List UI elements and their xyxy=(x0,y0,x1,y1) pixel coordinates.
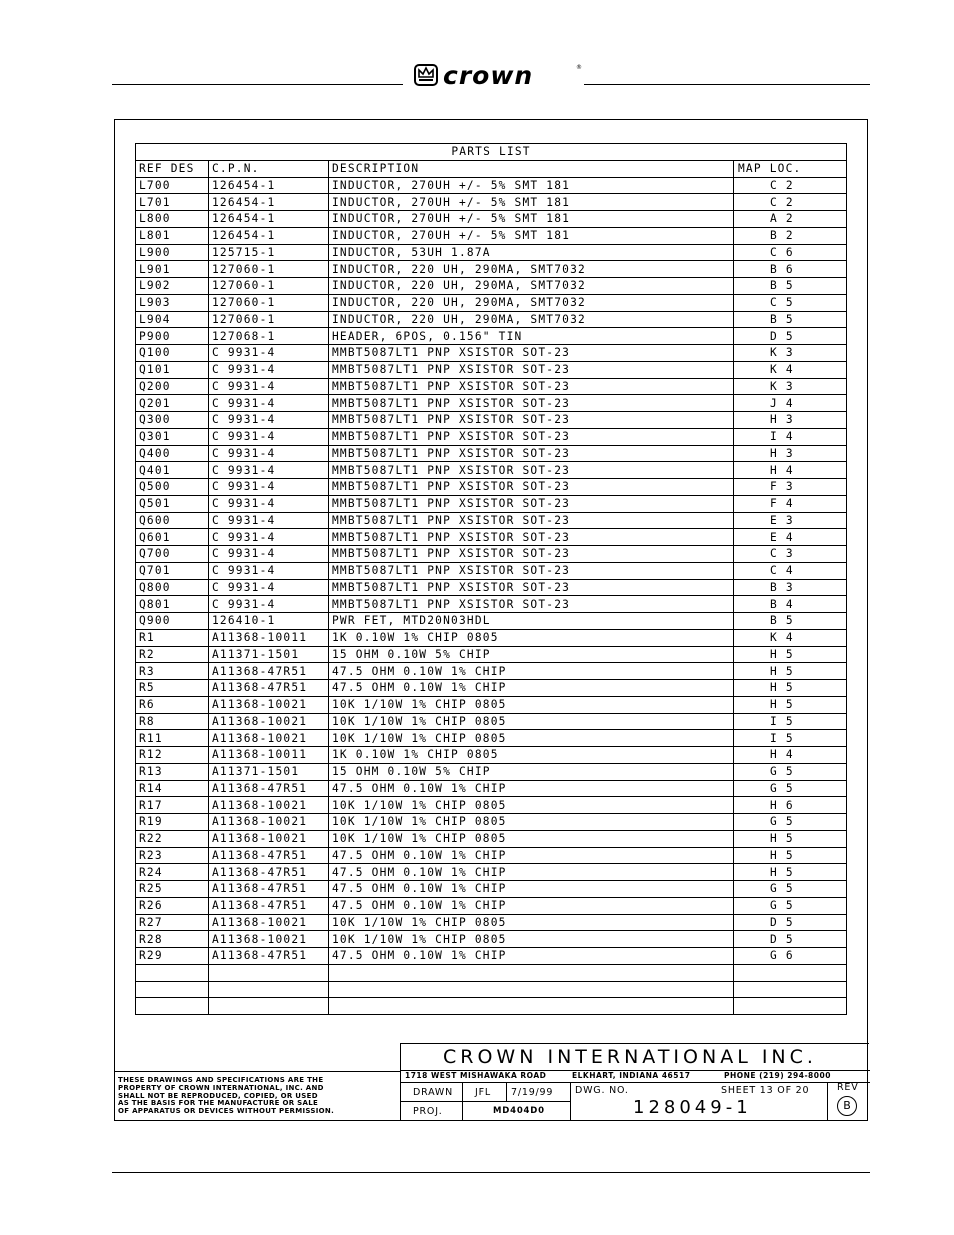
cpn-cell: A11368-10021 xyxy=(209,931,329,948)
description-cell: MMBT5087LT1 PNP XSISTOR SOT-23 xyxy=(329,345,734,362)
table-row xyxy=(136,261,847,278)
ref-des-cell: Q501 xyxy=(136,495,209,512)
disclaimer-line: AS THE BASIS FOR THE MANUFACTURE OR SALE xyxy=(118,1099,319,1108)
empty-row xyxy=(136,998,847,1015)
company-address-line xyxy=(405,1071,867,1080)
table-row xyxy=(136,797,847,814)
cpn-cell: A11368-47R51 xyxy=(209,663,329,680)
map-loc-cell: C 6 xyxy=(734,244,847,261)
ref-des-cell: Q601 xyxy=(136,529,209,546)
description-cell: MMBT5087LT1 PNP XSISTOR SOT-23 xyxy=(329,596,734,613)
empty-cell xyxy=(734,964,847,981)
cpn-cell: A11368-10021 xyxy=(209,814,329,831)
description-cell: MMBT5087LT1 PNP XSISTOR SOT-23 xyxy=(329,445,734,462)
cpn-cell: A11368-10021 xyxy=(209,730,329,747)
ref-des-cell: Q800 xyxy=(136,579,209,596)
map-loc-cell: B 5 xyxy=(734,613,847,630)
ref-des-cell: L801 xyxy=(136,227,209,244)
description-cell: INDUCTOR, 220 UH, 290MA, SMT7032 xyxy=(329,261,734,278)
ref-des-cell: L901 xyxy=(136,261,209,278)
table-row xyxy=(136,747,847,764)
empty-cell xyxy=(209,998,329,1015)
ref-des-cell: R2 xyxy=(136,646,209,663)
cpn-cell: A11368-10021 xyxy=(209,830,329,847)
table-row xyxy=(136,227,847,244)
map-loc-cell: I 4 xyxy=(734,428,847,445)
company-name: CROWN INTERNATIONAL INC. xyxy=(443,1046,817,1068)
cpn-cell: A11368-47R51 xyxy=(209,864,329,881)
description-cell: 47.5 OHM 0.10W 1% CHIP xyxy=(329,847,734,864)
cpn-cell: C 9931-4 xyxy=(209,412,329,429)
description-cell: MMBT5087LT1 PNP XSISTOR SOT-23 xyxy=(329,462,734,479)
parts-list-body xyxy=(136,177,847,1015)
ref-des-cell: Q400 xyxy=(136,445,209,462)
description-cell: 15 OHM 0.10W 5% CHIP xyxy=(329,646,734,663)
map-loc-cell: C 5 xyxy=(734,294,847,311)
map-loc-cell: G 6 xyxy=(734,948,847,965)
map-loc-cell: I 5 xyxy=(734,713,847,730)
drawing-date: 7/19/99 xyxy=(511,1087,554,1098)
description-cell: MMBT5087LT1 PNP XSISTOR SOT-23 xyxy=(329,579,734,596)
crown-logo xyxy=(413,62,583,88)
empty-cell xyxy=(734,981,847,998)
ref-des-cell: L701 xyxy=(136,194,209,211)
ref-des-cell: Q100 xyxy=(136,345,209,362)
map-loc-cell: G 5 xyxy=(734,763,847,780)
company-city: ELKHART, INDIANA 46517 xyxy=(572,1071,691,1080)
map-loc-cell: B 5 xyxy=(734,311,847,328)
ref-des-cell: Q500 xyxy=(136,479,209,496)
cpn-cell: 125715-1 xyxy=(209,244,329,261)
description-cell: 1K 0.10W 1% CHIP 0805 xyxy=(329,629,734,646)
cpn-cell: C 9931-4 xyxy=(209,546,329,563)
map-loc-cell: K 4 xyxy=(734,629,847,646)
column-header: REF DES xyxy=(136,160,209,177)
map-loc-cell: H 5 xyxy=(734,696,847,713)
description-cell: MMBT5087LT1 PNP XSISTOR SOT-23 xyxy=(329,495,734,512)
cpn-cell: C 9931-4 xyxy=(209,495,329,512)
disclaimer-line: PROPERTY OF CROWN INTERNATIONAL, INC. AND xyxy=(118,1083,324,1092)
description-cell: 10K 1/10W 1% CHIP 0805 xyxy=(329,797,734,814)
description-cell: 10K 1/10W 1% CHIP 0805 xyxy=(329,830,734,847)
map-loc-cell: E 3 xyxy=(734,512,847,529)
column-header: C.P.N. xyxy=(209,160,329,177)
table-row xyxy=(136,613,847,630)
ref-des-cell: Q201 xyxy=(136,395,209,412)
description-cell: 47.5 OHM 0.10W 1% CHIP xyxy=(329,780,734,797)
ref-des-cell: L904 xyxy=(136,311,209,328)
description-cell: 10K 1/10W 1% CHIP 0805 xyxy=(329,931,734,948)
description-cell: 15 OHM 0.10W 5% CHIP xyxy=(329,763,734,780)
description-cell: 10K 1/10W 1% CHIP 0805 xyxy=(329,713,734,730)
description-cell: MMBT5087LT1 PNP XSISTOR SOT-23 xyxy=(329,512,734,529)
cpn-cell: C 9931-4 xyxy=(209,579,329,596)
table-row xyxy=(136,763,847,780)
dwg-no-label: DWG. NO. xyxy=(575,1085,629,1096)
ref-des-cell: L800 xyxy=(136,211,209,228)
table-row xyxy=(136,897,847,914)
ref-des-cell: R1 xyxy=(136,629,209,646)
company-street: 1718 WEST MISHAWAKA ROAD xyxy=(405,1071,547,1080)
title-block-divider xyxy=(827,1082,828,1121)
ref-des-cell: L900 xyxy=(136,244,209,261)
ref-des-cell: R6 xyxy=(136,696,209,713)
description-cell: INDUCTOR, 270UH +/- 5% SMT 181 xyxy=(329,177,734,194)
table-row xyxy=(136,462,847,479)
description-cell: INDUCTOR, 270UH +/- 5% SMT 181 xyxy=(329,227,734,244)
description-cell: INDUCTOR, 220 UH, 290MA, SMT7032 xyxy=(329,278,734,295)
cpn-cell: C 9931-4 xyxy=(209,345,329,362)
cpn-cell: 127060-1 xyxy=(209,278,329,295)
map-loc-cell: B 5 xyxy=(734,278,847,295)
table-row xyxy=(136,361,847,378)
map-loc-cell: H 5 xyxy=(734,847,847,864)
ref-des-cell: R13 xyxy=(136,763,209,780)
table-row xyxy=(136,663,847,680)
cpn-cell: A11371-1501 xyxy=(209,763,329,780)
cpn-cell: A11368-10011 xyxy=(209,629,329,646)
table-row xyxy=(136,445,847,462)
column-header: DESCRIPTION xyxy=(329,160,734,177)
description-cell: 10K 1/10W 1% CHIP 0805 xyxy=(329,814,734,831)
description-cell: 10K 1/10W 1% CHIP 0805 xyxy=(329,696,734,713)
rev-label: REV xyxy=(837,1082,859,1093)
parts-list-table xyxy=(135,143,847,1015)
table-row xyxy=(136,931,847,948)
description-cell: 47.5 OHM 0.10W 1% CHIP xyxy=(329,864,734,881)
drawn-label: DRAWN xyxy=(413,1087,454,1098)
map-loc-cell: C 4 xyxy=(734,562,847,579)
parts-list-title: PARTS LIST xyxy=(136,144,847,161)
cpn-cell: A11368-47R51 xyxy=(209,897,329,914)
table-row xyxy=(136,311,847,328)
project-code: MD404D0 xyxy=(493,1106,545,1116)
empty-cell xyxy=(209,981,329,998)
empty-row xyxy=(136,964,847,981)
table-row xyxy=(136,629,847,646)
company-phone: PHONE (219) 294-8000 xyxy=(724,1071,831,1080)
ref-des-cell: P900 xyxy=(136,328,209,345)
map-loc-cell: H 4 xyxy=(734,747,847,764)
empty-cell xyxy=(734,998,847,1015)
revision-letter: B xyxy=(837,1096,857,1116)
description-cell: MMBT5087LT1 PNP XSISTOR SOT-23 xyxy=(329,412,734,429)
ref-des-cell: Q101 xyxy=(136,361,209,378)
table-row xyxy=(136,378,847,395)
disclaimer-line: SHALL NOT BE REPRODUCED, COPIED, OR USED xyxy=(118,1091,318,1100)
cpn-cell: C 9931-4 xyxy=(209,395,329,412)
svg-text:®: ® xyxy=(576,64,582,71)
ref-des-cell: Q701 xyxy=(136,562,209,579)
ref-des-cell: R19 xyxy=(136,814,209,831)
ref-des-cell: R22 xyxy=(136,830,209,847)
ref-des-cell: Q700 xyxy=(136,546,209,563)
table-row xyxy=(136,211,847,228)
description-cell: MMBT5087LT1 PNP XSISTOR SOT-23 xyxy=(329,378,734,395)
map-loc-cell: G 5 xyxy=(734,897,847,914)
table-row xyxy=(136,864,847,881)
cpn-cell: C 9931-4 xyxy=(209,512,329,529)
table-row xyxy=(136,395,847,412)
ref-des-cell: Q401 xyxy=(136,462,209,479)
description-cell: MMBT5087LT1 PNP XSISTOR SOT-23 xyxy=(329,361,734,378)
cpn-cell: A11368-10021 xyxy=(209,914,329,931)
map-loc-cell: C 2 xyxy=(734,177,847,194)
map-loc-cell: B 4 xyxy=(734,596,847,613)
ref-des-cell: R27 xyxy=(136,914,209,931)
table-row xyxy=(136,278,847,295)
disclaimer-line: THESE DRAWINGS AND SPECIFICATIONS ARE THE xyxy=(118,1076,324,1084)
map-loc-cell: A 2 xyxy=(734,211,847,228)
description-cell: HEADER, 6POS, 0.156" TIN xyxy=(329,328,734,345)
table-row xyxy=(136,428,847,445)
ref-des-cell: Q301 xyxy=(136,428,209,445)
ref-des-cell: R26 xyxy=(136,897,209,914)
disclaimer-rule xyxy=(114,1071,400,1072)
sheet-number: SHEET 13 OF 20 xyxy=(721,1085,810,1096)
map-loc-cell: H 5 xyxy=(734,663,847,680)
description-cell: PWR FET, MTD20N03HDL xyxy=(329,613,734,630)
ref-des-cell: R23 xyxy=(136,847,209,864)
cpn-cell: C 9931-4 xyxy=(209,462,329,479)
map-loc-cell: F 4 xyxy=(734,495,847,512)
parts-list-header-row xyxy=(136,160,847,177)
ref-des-cell: Q200 xyxy=(136,378,209,395)
ref-des-cell: R5 xyxy=(136,680,209,697)
description-cell: 47.5 OHM 0.10W 1% CHIP xyxy=(329,897,734,914)
table-row xyxy=(136,529,847,546)
ref-des-cell: R25 xyxy=(136,881,209,898)
description-cell: MMBT5087LT1 PNP XSISTOR SOT-23 xyxy=(329,546,734,563)
table-row xyxy=(136,479,847,496)
title-block-divider xyxy=(401,1082,870,1083)
table-row xyxy=(136,847,847,864)
cpn-cell: 127060-1 xyxy=(209,261,329,278)
cpn-cell: 126454-1 xyxy=(209,227,329,244)
table-row xyxy=(136,713,847,730)
cpn-cell: C 9931-4 xyxy=(209,529,329,546)
empty-cell xyxy=(329,981,734,998)
title-block-divider xyxy=(570,1082,571,1121)
table-row xyxy=(136,562,847,579)
description-cell: MMBT5087LT1 PNP XSISTOR SOT-23 xyxy=(329,428,734,445)
cpn-cell: C 9931-4 xyxy=(209,378,329,395)
map-loc-cell: H 5 xyxy=(734,646,847,663)
table-row xyxy=(136,646,847,663)
ref-des-cell: Q300 xyxy=(136,412,209,429)
cpn-cell: A11368-47R51 xyxy=(209,847,329,864)
description-cell: INDUCTOR, 220 UH, 290MA, SMT7032 xyxy=(329,311,734,328)
map-loc-cell: G 5 xyxy=(734,814,847,831)
ref-des-cell: R3 xyxy=(136,663,209,680)
proj-label: PROJ. xyxy=(413,1106,443,1117)
description-cell: INDUCTOR, 270UH +/- 5% SMT 181 xyxy=(329,194,734,211)
description-cell: MMBT5087LT1 PNP XSISTOR SOT-23 xyxy=(329,562,734,579)
cpn-cell: A11368-47R51 xyxy=(209,881,329,898)
description-cell: MMBT5087LT1 PNP XSISTOR SOT-23 xyxy=(329,529,734,546)
table-row xyxy=(136,495,847,512)
table-row xyxy=(136,830,847,847)
map-loc-cell: K 3 xyxy=(734,345,847,362)
map-loc-cell: C 3 xyxy=(734,546,847,563)
ref-des-cell: R11 xyxy=(136,730,209,747)
map-loc-cell: H 6 xyxy=(734,797,847,814)
cpn-cell: 127060-1 xyxy=(209,294,329,311)
empty-cell xyxy=(136,964,209,981)
description-cell: 10K 1/10W 1% CHIP 0805 xyxy=(329,730,734,747)
map-loc-cell: H 4 xyxy=(734,462,847,479)
map-loc-cell: H 5 xyxy=(734,864,847,881)
cpn-cell: A11368-10021 xyxy=(209,713,329,730)
empty-row xyxy=(136,981,847,998)
title-block-divider xyxy=(401,1101,571,1102)
map-loc-cell: I 5 xyxy=(734,730,847,747)
cpn-cell: 126410-1 xyxy=(209,613,329,630)
cpn-cell: 127060-1 xyxy=(209,311,329,328)
table-row xyxy=(136,680,847,697)
description-cell: INDUCTOR, 270UH +/- 5% SMT 181 xyxy=(329,211,734,228)
cpn-cell: 126454-1 xyxy=(209,194,329,211)
table-row xyxy=(136,546,847,563)
cpn-cell: A11371-1501 xyxy=(209,646,329,663)
cpn-cell: A11368-10021 xyxy=(209,696,329,713)
map-loc-cell: G 5 xyxy=(734,780,847,797)
map-loc-cell: H 3 xyxy=(734,412,847,429)
brand-wordmark: crown xyxy=(443,62,534,88)
table-row xyxy=(136,881,847,898)
ref-des-cell: R14 xyxy=(136,780,209,797)
header-rule-left xyxy=(112,84,403,85)
cpn-cell: 126454-1 xyxy=(209,177,329,194)
title-block xyxy=(400,1043,869,1120)
map-loc-cell: J 4 xyxy=(734,395,847,412)
description-cell: 10K 1/10W 1% CHIP 0805 xyxy=(329,914,734,931)
cpn-cell: C 9931-4 xyxy=(209,562,329,579)
cpn-cell: C 9931-4 xyxy=(209,479,329,496)
map-loc-cell: B 3 xyxy=(734,579,847,596)
header-rule-right xyxy=(584,84,870,85)
map-loc-cell: E 4 xyxy=(734,529,847,546)
drawing-number: 128049-1 xyxy=(633,1097,752,1118)
table-row xyxy=(136,814,847,831)
table-row xyxy=(136,244,847,261)
ref-des-cell: Q600 xyxy=(136,512,209,529)
table-row xyxy=(136,780,847,797)
map-loc-cell: F 3 xyxy=(734,479,847,496)
description-cell: 47.5 OHM 0.10W 1% CHIP xyxy=(329,663,734,680)
ref-des-cell: R17 xyxy=(136,797,209,814)
map-loc-cell: D 5 xyxy=(734,914,847,931)
crown-logo-mark xyxy=(413,62,583,88)
map-loc-cell: B 6 xyxy=(734,261,847,278)
table-row xyxy=(136,294,847,311)
description-cell: 47.5 OHM 0.10W 1% CHIP xyxy=(329,948,734,965)
ref-des-cell: Q900 xyxy=(136,613,209,630)
disclaimer-line: OF APPARATUS OR DEVICES WITHOUT PERMISSION. xyxy=(118,1107,335,1116)
title-block-divider xyxy=(462,1082,463,1121)
map-loc-cell: D 5 xyxy=(734,931,847,948)
table-row xyxy=(136,328,847,345)
cpn-cell: C 9931-4 xyxy=(209,428,329,445)
footer-rule xyxy=(112,1172,870,1173)
empty-cell xyxy=(136,998,209,1015)
map-loc-cell: G 5 xyxy=(734,881,847,898)
map-loc-cell: H 3 xyxy=(734,445,847,462)
cpn-cell: C 9931-4 xyxy=(209,361,329,378)
description-cell: MMBT5087LT1 PNP XSISTOR SOT-23 xyxy=(329,395,734,412)
ref-des-cell: R29 xyxy=(136,948,209,965)
column-header: MAP LOC. xyxy=(734,160,847,177)
table-row xyxy=(136,177,847,194)
cpn-cell: A11368-47R51 xyxy=(209,780,329,797)
ref-des-cell: L902 xyxy=(136,278,209,295)
map-loc-cell: K 3 xyxy=(734,378,847,395)
table-row xyxy=(136,914,847,931)
cpn-cell: A11368-10011 xyxy=(209,747,329,764)
map-loc-cell: B 2 xyxy=(734,227,847,244)
table-row xyxy=(136,730,847,747)
description-cell: INDUCTOR, 53UH 1.87A xyxy=(329,244,734,261)
ref-des-cell: R8 xyxy=(136,713,209,730)
table-row xyxy=(136,412,847,429)
description-cell: 47.5 OHM 0.10W 1% CHIP xyxy=(329,881,734,898)
description-cell: 1K 0.10W 1% CHIP 0805 xyxy=(329,747,734,764)
table-row xyxy=(136,512,847,529)
ref-des-cell: Q801 xyxy=(136,596,209,613)
cpn-cell: C 9931-4 xyxy=(209,596,329,613)
map-loc-cell: D 5 xyxy=(734,328,847,345)
map-loc-cell: C 2 xyxy=(734,194,847,211)
table-row xyxy=(136,596,847,613)
ref-des-cell: L700 xyxy=(136,177,209,194)
table-row xyxy=(136,948,847,965)
empty-cell xyxy=(136,981,209,998)
description-cell: INDUCTOR, 220 UH, 290MA, SMT7032 xyxy=(329,294,734,311)
map-loc-cell: H 5 xyxy=(734,830,847,847)
ref-des-cell: R28 xyxy=(136,931,209,948)
map-loc-cell: H 5 xyxy=(734,680,847,697)
disclaimer xyxy=(118,1077,388,1116)
ref-des-cell: R12 xyxy=(136,747,209,764)
table-row xyxy=(136,345,847,362)
map-loc-cell: K 4 xyxy=(734,361,847,378)
cpn-cell: C 9931-4 xyxy=(209,445,329,462)
table-row xyxy=(136,579,847,596)
description-cell: MMBT5087LT1 PNP XSISTOR SOT-23 xyxy=(329,479,734,496)
drawn-by: JFL xyxy=(475,1087,491,1098)
ref-des-cell: R24 xyxy=(136,864,209,881)
empty-cell xyxy=(329,998,734,1015)
table-row xyxy=(136,194,847,211)
cpn-cell: 127068-1 xyxy=(209,328,329,345)
title-block-divider xyxy=(506,1082,507,1101)
cpn-cell: A11368-47R51 xyxy=(209,680,329,697)
ref-des-cell: L903 xyxy=(136,294,209,311)
description-cell: 47.5 OHM 0.10W 1% CHIP xyxy=(329,680,734,697)
cpn-cell: A11368-10021 xyxy=(209,797,329,814)
empty-cell xyxy=(329,964,734,981)
cpn-cell: A11368-47R51 xyxy=(209,948,329,965)
cpn-cell: 126454-1 xyxy=(209,211,329,228)
table-row xyxy=(136,696,847,713)
empty-cell xyxy=(209,964,329,981)
